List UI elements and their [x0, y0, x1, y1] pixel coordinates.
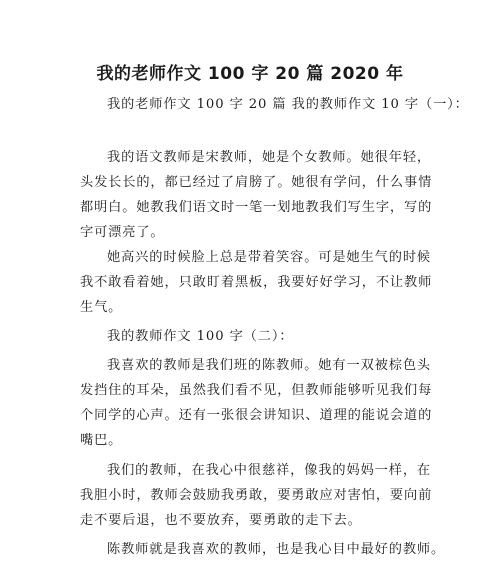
text-line: 我喜欢的教师是我们班的陈教师。她有一双被棕色头: [107, 358, 432, 373]
paragraph-4: [80, 458, 434, 533]
paragraph-3: [80, 353, 434, 453]
paragraph-2: [80, 245, 434, 320]
paragraph-1: [80, 145, 434, 245]
text-line: 生气。: [80, 300, 123, 315]
text-line: 她高兴的时候脸上总是带着笑容。可是她生气的时候: [107, 250, 432, 265]
document-title: 我的老师作文 100 字 20 篇 2020 年: [96, 64, 404, 84]
paragraph-5: [80, 537, 446, 562]
text-line: 发挡住的耳朵，虽然我们看不见，但教师能够听见我们每: [80, 383, 433, 398]
text-line: 我的老师作文 100 字 20 篇 我的教师作文 10 字（一）：: [107, 97, 469, 112]
text-line: 我们的教师，在我心中很慈祥，像我的妈妈一样，在: [107, 463, 432, 478]
text-line: 我的语文教师是宋教师，她是个女教师。她很年轻，: [107, 150, 432, 165]
text-line: 都明白。她教我们语文时一笔一划地教我们写生字，写的: [80, 200, 433, 215]
text-line: 个同学的心声。还有一张很会讲知识、道理的能说会道的: [80, 408, 433, 423]
text-line: 我不敢看着她，只敢盯着黑板，我要好好学习，不让教师: [80, 275, 433, 290]
text-line: 头发长长的，都已经过了肩膀了。她很有学问，什么事情: [80, 175, 433, 190]
text-line: 走不要后退，也不要放弃，要勇敢的走下去。: [80, 513, 362, 528]
text-line: 陈教师就是我喜欢的教师，也是我心目中最好的教师。: [107, 542, 446, 557]
paragraph-heading-2: [80, 324, 434, 349]
text-line: 嘴巴。: [80, 433, 123, 448]
text-line: 字可漂亮了。: [80, 225, 165, 240]
text-line: 我胆小时，教师会鼓励我勇敢，要勇敢应对害怕，要向前: [80, 488, 433, 503]
section-heading: 我的教师作文 100 字（二）：: [107, 329, 294, 344]
paragraph-intro: [80, 92, 469, 117]
